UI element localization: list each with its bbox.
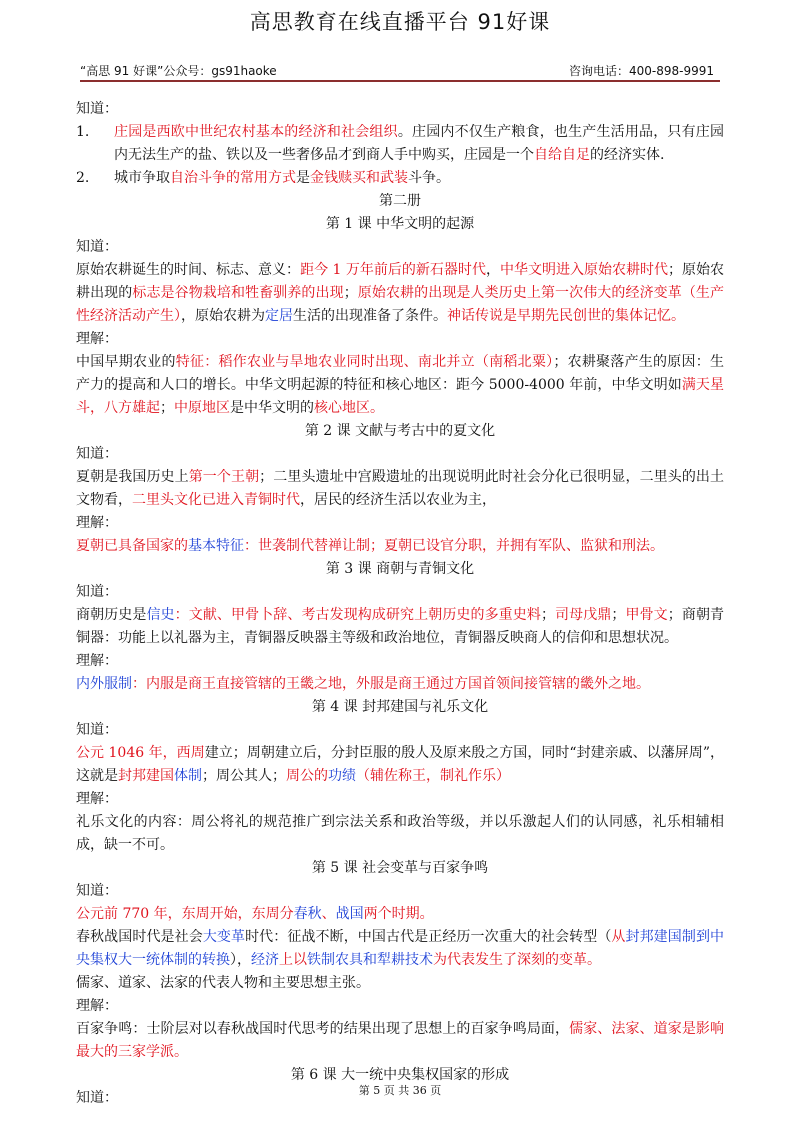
- highlight-blue: 铁制农具和犁耕技术: [307, 952, 433, 968]
- highlight-blue: 定居: [265, 308, 293, 324]
- text-run: 城市争取: [114, 170, 170, 186]
- highlight-red: 从: [611, 929, 626, 945]
- text-run: 百家争鸣：士阶层对以春秋战国时代思考的结果出现了思想上的百家争鸣局面，: [76, 1021, 570, 1037]
- text-paragraph: [76, 1018, 724, 1064]
- text-run: 礼乐文化的内容：周公将礼的规范推广到宗法关系和政治等级，并以乐激起人们的认同感，礼乐相辅相成，缺一不可。: [76, 814, 724, 853]
- text-run: 知道：: [76, 239, 118, 255]
- highlight-red: 标志是谷物栽培和牲畜驯养的出现: [132, 285, 344, 301]
- text-run: 知道：: [76, 883, 118, 899]
- text-paragraph: [76, 673, 724, 696]
- document-body: [76, 98, 724, 1110]
- text-run: 儒家、道家、法家的代表人物和主要思想主张。: [76, 975, 370, 991]
- label-zhidao: [76, 719, 724, 742]
- highlight-red: 中华文明进入原始农耕时代: [499, 262, 669, 278]
- text-run: ；: [343, 285, 358, 301]
- highlight-red: 金钱赎买和武装: [310, 170, 408, 186]
- text-paragraph: [76, 604, 724, 650]
- text-run: 理解：: [76, 653, 118, 669]
- highlight-red: 原始农耕的出现是人类历史上第一次伟大的经济变革（生产性经济活动产生）: [76, 285, 725, 324]
- text-paragraph: [76, 742, 724, 788]
- text-run: 生活的出现准备了条件。: [293, 308, 447, 324]
- highlight-red: （辅佐称王，制礼作乐）: [356, 768, 510, 784]
- text-paragraph: [76, 535, 724, 558]
- text-run: 原始农耕诞生的时间、标志、意义：: [76, 262, 301, 278]
- label-zhidao: [76, 880, 724, 903]
- header-title: 高思教育在线直播平台 91好课: [249, 10, 551, 34]
- highlight-blue: 经济: [251, 952, 279, 968]
- text-run: 第 4 课 封邦建国与礼乐文化: [311, 699, 489, 715]
- label-zhidao: [76, 236, 724, 259]
- highlight-blue: 到中央集权大一统体制的转换: [76, 929, 725, 968]
- label-lijie: [76, 788, 724, 811]
- highlight-blue: 体制: [174, 768, 202, 784]
- text-run: 第 3 课 商朝与青铜文化: [325, 561, 475, 577]
- highlight-red: 特征：稻作农业与旱地农业同时出现、南北并立（南稻北粟）: [175, 354, 554, 370]
- text-run: ，原始农耕为: [181, 308, 265, 324]
- highlight-red: ：文献、甲骨卜辞、考古发现构成研究上朝历史的多重史料: [174, 607, 541, 623]
- text-run: 建立；周朝建立后，分封臣服的殷人及原来殷之方国，同时“封建亲戚、以藩屏周”，这就是: [76, 745, 724, 784]
- lesson-heading: [76, 420, 724, 443]
- text-run: ；周公其人；: [202, 768, 286, 784]
- text-run: 是: [296, 170, 310, 186]
- label-lijie: [76, 328, 724, 351]
- text-run: 第 2 课 文献与考古中的夏文化: [304, 423, 496, 439]
- text-run: 理解：: [76, 791, 118, 807]
- highlight-red: 自治斗争的常用方式: [170, 170, 296, 186]
- text-run: 知道：: [76, 101, 118, 117]
- highlight-red: 上以: [279, 952, 307, 968]
- text-paragraph: [76, 926, 724, 972]
- highlight-red: 、: [321, 906, 336, 922]
- highlight-red: 满天星斗，八方雄起: [76, 377, 725, 416]
- highlight-blue: 信史: [146, 607, 175, 623]
- label-lijie: [76, 995, 724, 1018]
- highlight-blue: 春秋: [293, 906, 322, 922]
- highlight-red: 庄园是西欧中世纪农村基本的经济和社会组织: [114, 124, 398, 140]
- text-run: 理解：: [76, 331, 118, 347]
- text-run: 知道：: [76, 722, 118, 738]
- text-run: 中国早期农业的: [76, 354, 176, 370]
- text-run: ；: [160, 400, 174, 416]
- highlight-red: 公元前 770 年，东周开始，东周分: [76, 906, 294, 922]
- text-run: ；: [540, 607, 555, 623]
- header-phone: 咨询电话：400-898-9991: [568, 64, 714, 78]
- text-run: 理解：: [76, 515, 118, 531]
- text-run: ；商朝青铜器：功能上以礼器为主，青铜器反映器主等级和政治地位，青铜器反映商人的信仰和思想状况。: [76, 607, 725, 646]
- highlight-red: 封邦建国: [118, 768, 174, 784]
- list-item-text: [114, 167, 724, 190]
- highlight-red: 中原地区: [174, 400, 230, 416]
- highlight-red: 周公的: [286, 768, 328, 784]
- label-zhidao: [76, 581, 724, 604]
- text-run: 春秋战国时代是社会: [76, 929, 203, 945]
- highlight-red: ：世袭制代替禅让制；夏朝已设官分职，并拥有军队、监狱和刑法。: [244, 538, 664, 554]
- header-wechat: “高思 91 好课”公众号：gs91haoke: [80, 64, 277, 78]
- text-run: 第 1 课 中华文明的起源: [325, 216, 475, 232]
- highlight-red: 距今 1 万年前后的新石器时代: [300, 262, 486, 278]
- highlight-red: 二里头文化已进入青铜时代: [132, 492, 300, 508]
- highlight-red: 司母戊鼎: [554, 607, 612, 623]
- text-run: 知道：: [76, 446, 118, 462]
- text-paragraph: [76, 811, 724, 857]
- label-lijie: [76, 512, 724, 535]
- text-run: ；: [611, 607, 626, 623]
- highlight-blue: 封邦建国制: [625, 929, 696, 945]
- highlight-red: 儒家、法家、道家是影响最大的三家学派。: [76, 1021, 724, 1060]
- text-run: 第 5 课 社会变革与百家争鸣: [311, 860, 489, 876]
- label-zhidao: [76, 98, 724, 121]
- list-item-text: [114, 121, 724, 167]
- highlight-blue: 战国: [335, 906, 364, 922]
- label-zhidao: [76, 443, 724, 466]
- list-item-2: [76, 167, 724, 190]
- text-paragraph: [76, 903, 724, 926]
- highlight-red: 自给自足: [534, 147, 590, 163]
- text-run: 。庄园内不仅生产粮食，也生产生活用品，只有庄园内无法生产的盐、铁以及一些奢侈品才到商人手中购买，庄园是一个: [114, 124, 725, 163]
- text-run: ；二里头遗址中宫殿遗址的出现说明此时社会分化已很明显，二里头的出土文物看，: [76, 469, 725, 508]
- highlight-blue: 内外服制: [76, 676, 132, 692]
- lesson-heading: [76, 857, 724, 880]
- highlight-blue: 功绩: [328, 768, 356, 784]
- highlight-red: 神话传说是早期先民创世的集体记忆。: [447, 308, 685, 324]
- highlight-blue: 基本特征: [188, 538, 244, 554]
- list-number: 1.: [76, 124, 90, 140]
- text-run: 第 6 课 大一统中央集权国家的形成: [290, 1067, 510, 1083]
- list-item-1: [76, 121, 724, 167]
- text-run: 时代：征战不断，中国古代是正经历一次重大的社会转型（: [245, 929, 612, 945]
- text-paragraph: [76, 351, 724, 420]
- text-run: 理解：: [76, 998, 118, 1014]
- list-number: 2.: [76, 170, 90, 186]
- highlight-red: 两个时期。: [363, 906, 434, 922]
- text-paragraph: [76, 259, 724, 328]
- text-run: 知道：: [76, 1090, 118, 1106]
- text-run: 的经济实体.: [590, 147, 665, 163]
- highlight-red: 为代表发生了深刻的变革。: [433, 952, 601, 968]
- highlight-red: ：内服是商王直接管辖的王畿之地，外服是商王通过方国首领间接管辖的畿外之地。: [132, 676, 650, 692]
- text-paragraph: [76, 466, 724, 512]
- highlight-blue: 大变革: [202, 929, 246, 945]
- lesson-heading: [76, 696, 724, 719]
- lesson-heading: [76, 213, 724, 236]
- highlight-red: 公元 1046 年，西周: [76, 745, 205, 761]
- text-run: 第二册: [379, 193, 421, 209]
- highlight-red: 核心地区。: [314, 400, 384, 416]
- text-run: ，: [485, 262, 500, 278]
- highlight-red: 甲骨文: [625, 607, 668, 623]
- lesson-heading: [76, 558, 724, 581]
- text-run: ；农耕聚落产生的原因：生产力的提高和人口的增长。中华文明起源的特征和核心地区：距今 5000-4000 年前，中华文明如: [76, 354, 725, 393]
- text-run: 是中华文明的: [230, 400, 314, 416]
- highlight-red: 夏朝已具备国家的: [76, 538, 188, 554]
- text-run: ），: [230, 952, 251, 968]
- text-run: ，居民的经济生活以农业为主，: [300, 492, 496, 508]
- page-footer: 第 5 页 共 36 页: [358, 1084, 442, 1097]
- text-run: 斗争。: [408, 170, 450, 186]
- volume-heading: [76, 190, 724, 213]
- text-run: 夏朝是我国历史上: [76, 469, 189, 485]
- text-paragraph: [76, 972, 724, 995]
- text-run: 商朝历史是: [76, 607, 147, 623]
- text-run: ；原始农耕出现的: [76, 262, 725, 301]
- label-lijie: [76, 650, 724, 673]
- text-run: 知道：: [76, 584, 118, 600]
- header-bar: [80, 60, 720, 82]
- highlight-red: 第一个王朝: [188, 469, 260, 485]
